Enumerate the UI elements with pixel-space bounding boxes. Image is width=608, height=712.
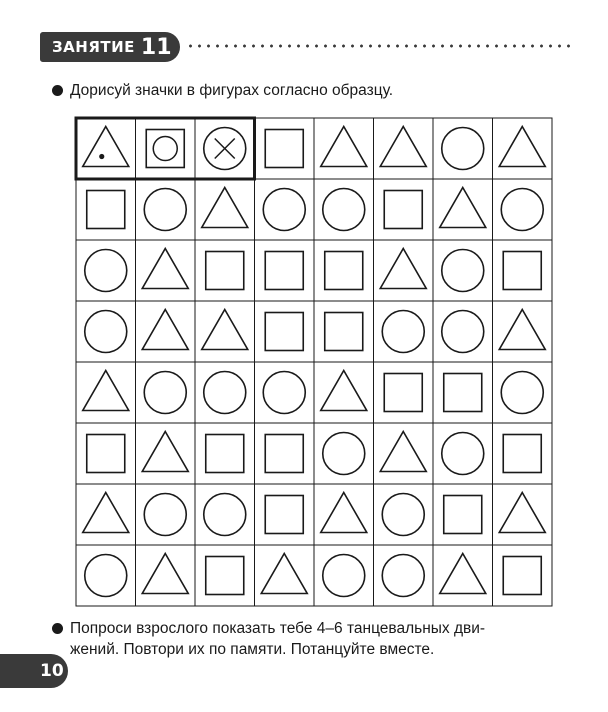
grid-cell xyxy=(255,423,315,484)
square-shape xyxy=(146,130,184,168)
square-shape xyxy=(87,435,125,473)
grid-cell xyxy=(493,423,553,484)
circle-shape xyxy=(144,372,186,414)
grid-cell xyxy=(314,301,374,362)
grid-cell xyxy=(76,423,136,484)
triangle-shape xyxy=(321,371,367,411)
triangle-shape xyxy=(321,127,367,167)
triangle-shape xyxy=(202,188,248,228)
grid-cell xyxy=(374,362,434,423)
grid-cell xyxy=(255,118,315,179)
square-shape xyxy=(503,557,541,595)
lesson-label: ЗАНЯТИЕ xyxy=(52,38,135,56)
triangle-shape xyxy=(142,554,188,594)
bullet-icon xyxy=(52,623,63,634)
square-shape xyxy=(265,313,303,351)
circle-shape xyxy=(442,250,484,292)
square-shape xyxy=(325,313,363,351)
circle-shape xyxy=(85,250,127,292)
circle-shape xyxy=(501,189,543,231)
inner-circle-icon xyxy=(153,137,177,161)
square-shape xyxy=(206,252,244,290)
triangle-shape xyxy=(440,554,486,594)
circle-shape xyxy=(382,555,424,597)
square-shape xyxy=(265,496,303,534)
triangle-shape xyxy=(83,493,129,533)
circle-shape xyxy=(323,555,365,597)
square-shape xyxy=(265,130,303,168)
triangle-shape xyxy=(142,249,188,289)
triangle-shape xyxy=(83,371,129,411)
square-shape xyxy=(265,252,303,290)
grid-cell xyxy=(255,301,315,362)
triangle-shape xyxy=(202,310,248,350)
triangle-shape xyxy=(142,310,188,350)
circle-shape xyxy=(382,494,424,536)
triangle-shape xyxy=(499,310,545,350)
triangle-shape xyxy=(321,493,367,533)
grid-cell xyxy=(195,545,255,606)
triangle-shape xyxy=(380,432,426,472)
triangle-shape xyxy=(380,127,426,167)
triangle-shape xyxy=(83,127,129,167)
triangle-shape xyxy=(261,554,307,594)
triangle-shape xyxy=(499,127,545,167)
square-shape xyxy=(503,435,541,473)
triangle-shape xyxy=(440,188,486,228)
circle-shape xyxy=(323,433,365,475)
circle-shape xyxy=(442,433,484,475)
circle-shape xyxy=(323,189,365,231)
grid-cell xyxy=(255,240,315,301)
grid-cell xyxy=(374,179,434,240)
task-instruction-2 xyxy=(70,618,570,660)
square-shape xyxy=(384,191,422,229)
square-shape xyxy=(87,191,125,229)
circle-shape xyxy=(263,372,305,414)
circle-shape xyxy=(85,555,127,597)
grid-cell xyxy=(76,179,136,240)
circle-shape xyxy=(85,311,127,353)
circle-shape xyxy=(382,311,424,353)
page-number: 10 xyxy=(0,654,68,688)
circle-shape xyxy=(501,372,543,414)
square-shape xyxy=(325,252,363,290)
circle-shape xyxy=(144,494,186,536)
square-shape xyxy=(384,374,422,412)
grid-cell xyxy=(195,423,255,484)
circle-shape xyxy=(442,311,484,353)
square-shape xyxy=(206,557,244,595)
square-shape xyxy=(444,374,482,412)
circle-shape xyxy=(144,189,186,231)
task-instruction-1-text: Дорисуй значки в фигурах согласно образцу. xyxy=(70,82,394,99)
circle-shape xyxy=(204,494,246,536)
square-shape xyxy=(206,435,244,473)
lesson-number: 11 xyxy=(140,34,172,60)
triangle-shape xyxy=(142,432,188,472)
grid-cell xyxy=(433,362,493,423)
grid-cell xyxy=(255,484,315,545)
grid-cell xyxy=(493,240,553,301)
task-instruction-2-line-1: Попроси взрослого показать тебе 4–6 танцевальных дви- xyxy=(70,620,486,637)
circle-shape xyxy=(263,189,305,231)
square-shape xyxy=(444,496,482,534)
task-instruction-2-line-2: жений. Повтори их по памяти. Потанцуйте вместе. xyxy=(70,641,435,658)
circle-shape xyxy=(442,128,484,170)
grid-cell xyxy=(136,118,196,179)
grid-cell xyxy=(493,545,553,606)
grid-cell xyxy=(433,484,493,545)
square-shape xyxy=(503,252,541,290)
square-shape xyxy=(265,435,303,473)
triangle-shape xyxy=(499,493,545,533)
circle-shape xyxy=(204,372,246,414)
grid-cell xyxy=(314,240,374,301)
triangle-shape xyxy=(380,249,426,289)
grid-cell xyxy=(195,240,255,301)
dot-icon xyxy=(99,154,104,159)
